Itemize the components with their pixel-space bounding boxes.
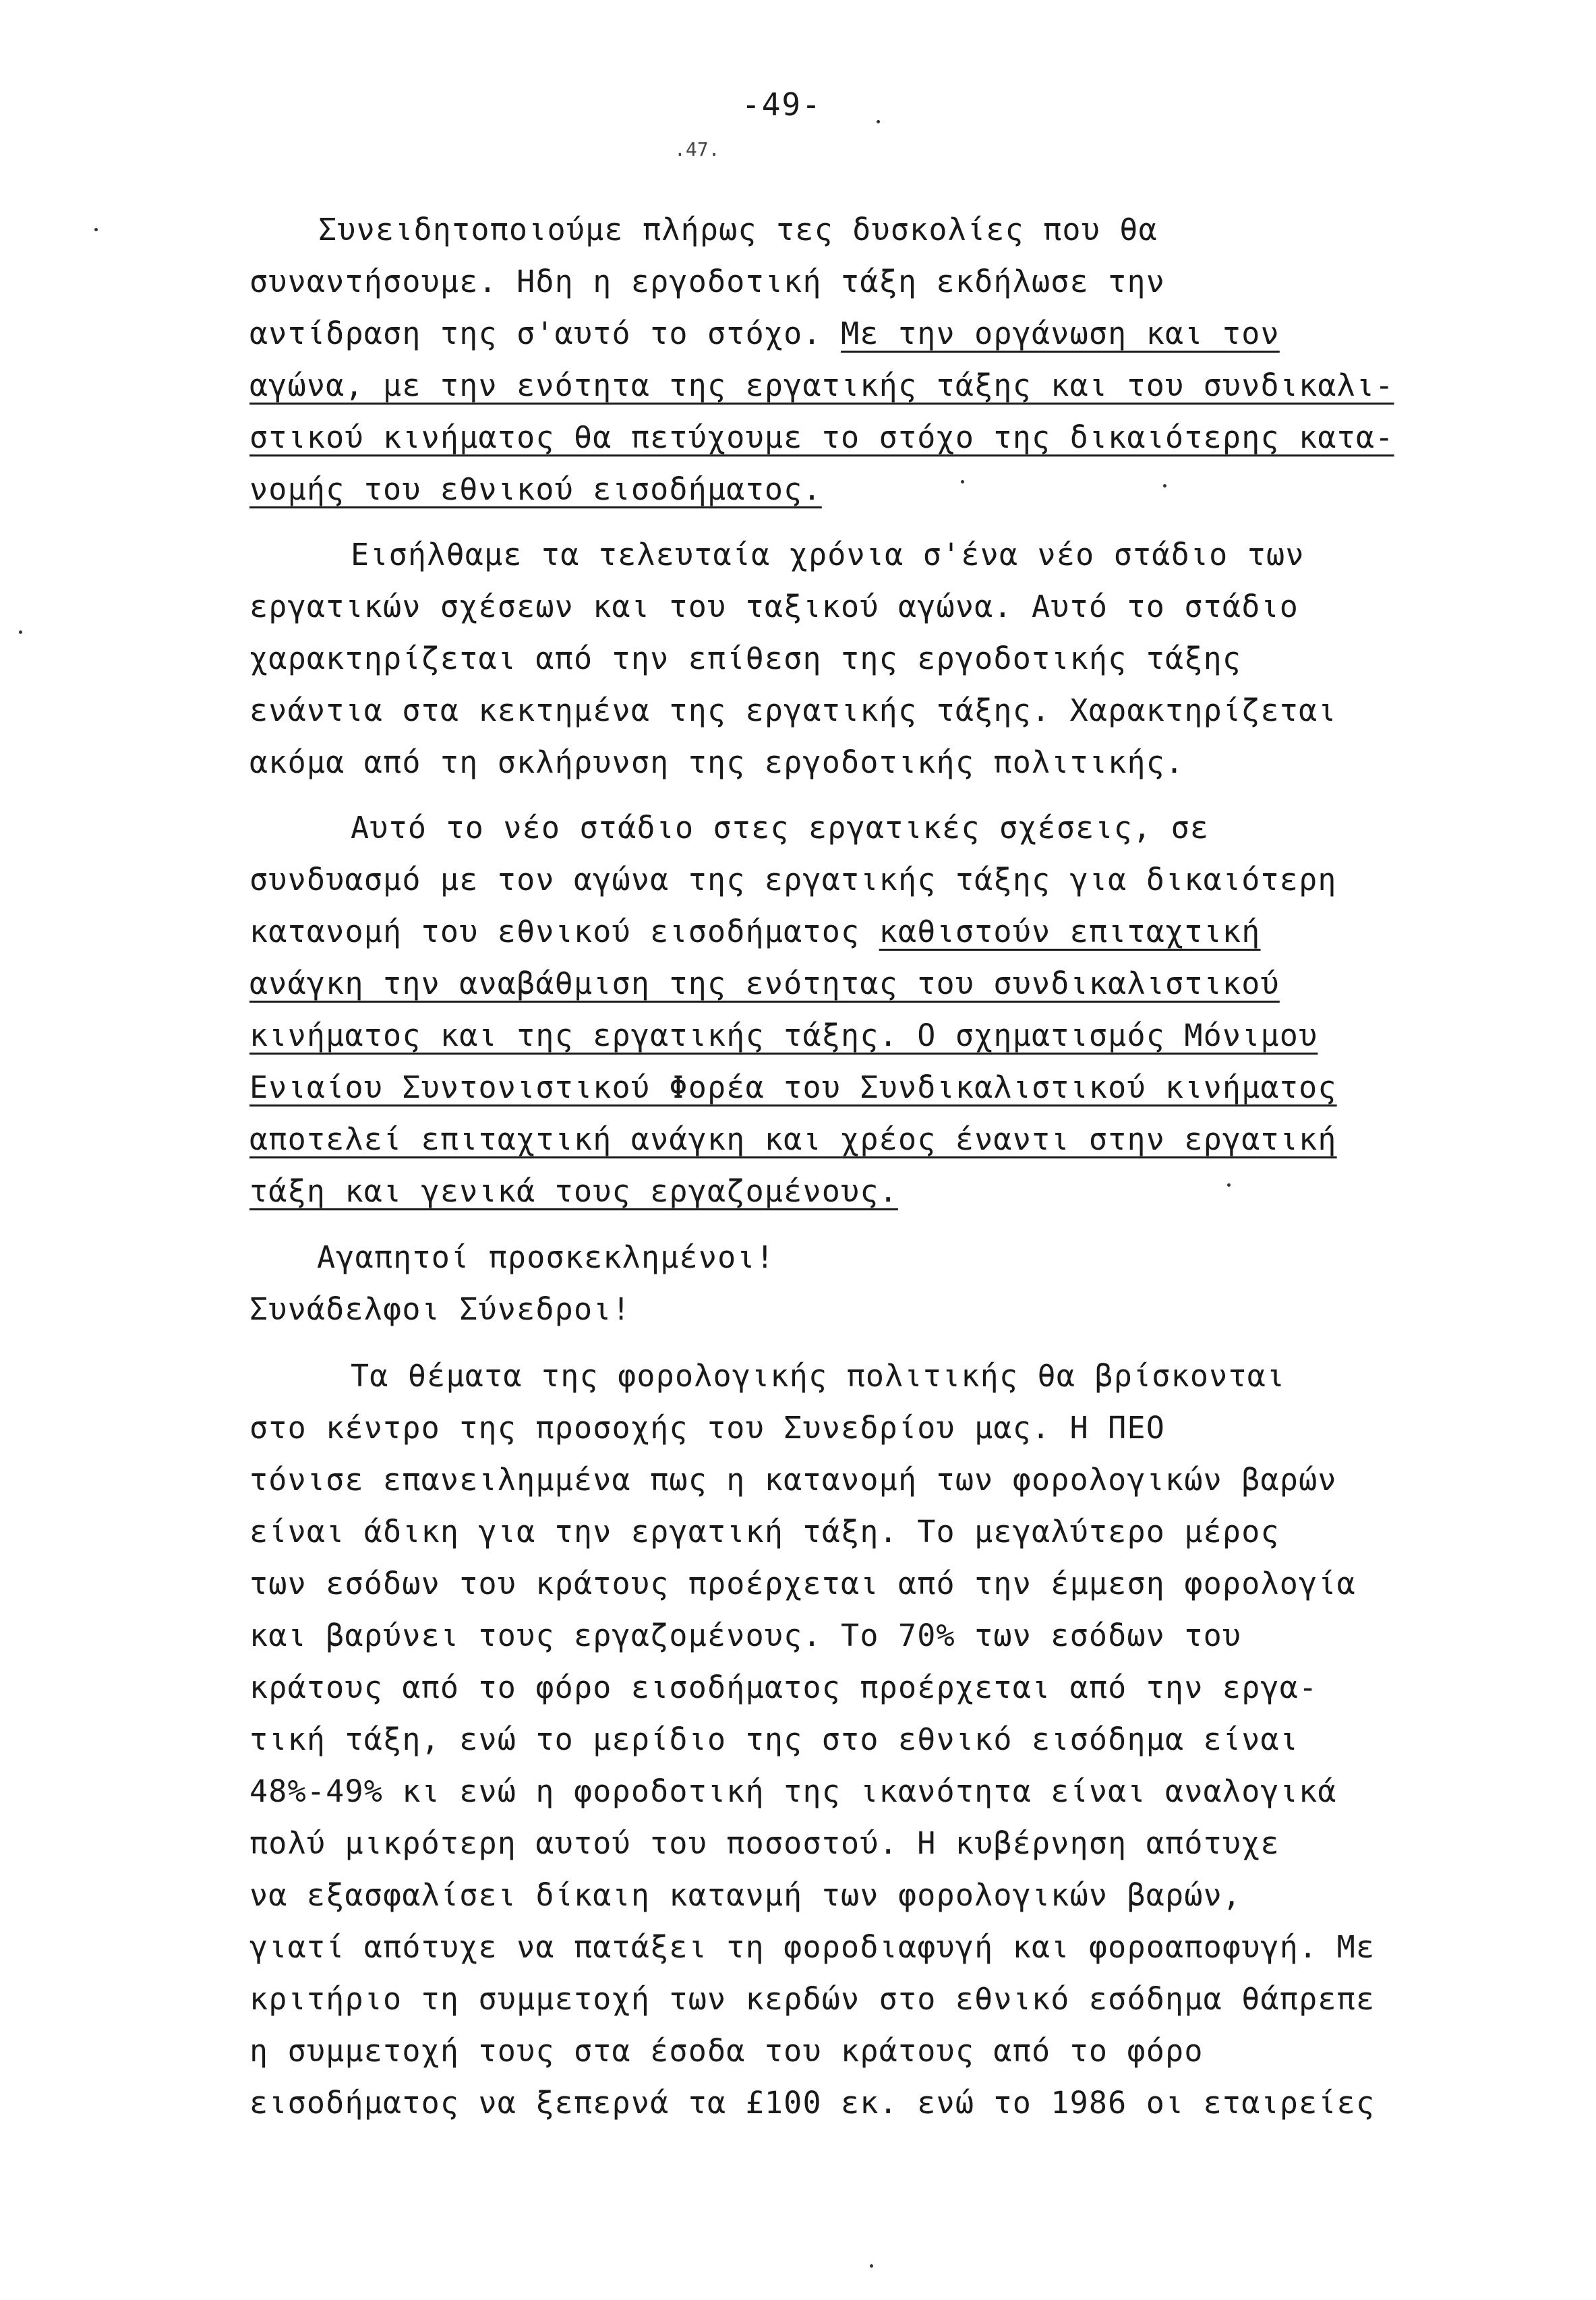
- underlined-text: Με την οργάνωση και τον: [841, 316, 1280, 351]
- scan-speck: [94, 228, 98, 231]
- scan-speck: [19, 630, 22, 634]
- text-line: ενάντια στα κεκτημένα της εργατικής τάξης. Χαρακτηρίζεται: [249, 692, 1337, 728]
- text-segment: κατανομή του εθνικού εισοδήματος: [249, 914, 879, 949]
- text-line: κράτους από το φόρο εισοδήματος προέρχεται από την εργα-: [249, 1670, 1318, 1705]
- text-line: πολύ μικρότερη αυτού του ποσοστού. Η κυβέρνηση απότυχε: [249, 1825, 1280, 1861]
- underlined-text-line: αποτελεί επιταχτική ανάγκη και χρέος έναντι στην εργατική: [249, 1121, 1337, 1157]
- underlined-text-line: ανάγκη την αναβάθμιση της ενότητας του συνδικαλιστικού: [249, 966, 1280, 1001]
- underlined-text: καθιστούν επιταχτική: [879, 914, 1261, 949]
- scan-speck: [870, 2264, 873, 2268]
- page-number: -49-: [742, 86, 822, 123]
- underlined-text-line: κινήματος και της εργατικής τάξης. Ο σχηματισμός Μόνιμου: [249, 1018, 1318, 1053]
- text-line: 48%-49% κι ενώ η φοροδοτική της ικανότητα είναι αναλογικά: [249, 1773, 1337, 1809]
- text-line: τική τάξη, ενώ το μερίδιο της στο εθνικό εισόδημα είναι: [249, 1721, 1299, 1757]
- salutation-line: Αγαπητοί προσκεκλημένοι!: [317, 1239, 775, 1275]
- text-line: και βαρύνει τους εργαζομένους. Το 70% των εσόδων του: [249, 1618, 1242, 1653]
- text-line: Εισήλθαμε τα τελευταία χρόνια σ'ένα νέο στάδιο των: [351, 537, 1305, 572]
- text-line: [249, 315, 1280, 353]
- underlined-text-line: νομής του εθνικού εισοδήματος.: [249, 471, 822, 507]
- text-line: να εξασφαλίσει δίκαιη κατανμή των φορολογικών βαρών,: [249, 1877, 1242, 1913]
- text-line: [249, 913, 1261, 951]
- scan-speck: [877, 120, 880, 123]
- text-line: συναντήσουμε. Ηδη η εργοδοτική τάξη εκδήλωσε την: [249, 264, 1166, 299]
- scan-speck: [1227, 1183, 1231, 1187]
- underlined-text-line: αγώνα, με την ενότητα της εργατικής τάξης και του συνδικαλι-: [249, 367, 1394, 403]
- text-line: στο κέντρο της προσοχής του Συνεδρίου μας. Η ΠΕΟ: [249, 1410, 1166, 1446]
- text-line: χαρακτηρίζεται από την επίθεση της εργοδοτικής τάξης: [249, 641, 1242, 676]
- text-line: εργατικών σχέσεων και του ταξικού αγώνα. Αυτό το στάδιο: [249, 589, 1299, 624]
- text-line: είναι άδικη για την εργατική τάξη. Το μεγαλύτερο μέρος: [249, 1514, 1280, 1550]
- text-line: συνδυασμό με τον αγώνα της εργατικής τάξης για δικαιότερη: [249, 862, 1337, 897]
- underlined-text-line: τάξη και γενικά τους εργαζομένους.: [249, 1173, 898, 1209]
- scan-speck: [961, 480, 964, 483]
- text-line: Αυτό το νέο στάδιο στες εργατικές σχέσεις, σε: [351, 810, 1210, 846]
- text-line: των εσόδων του κράτους προέρχεται από την έμμεση φορολογία: [249, 1566, 1356, 1601]
- text-segment: αντίδραση της σ'αυτό το στόχο.: [249, 316, 841, 351]
- old-page-number: .47.: [674, 138, 720, 160]
- text-line: η συμμετοχή τους στα έσοδα του κράτους από το φόρο: [249, 2033, 1204, 2069]
- text-line: γιατί απότυχε να πατάξει τη φοροδιαφυγή και φοροαποφυγή. Με: [249, 1929, 1376, 1965]
- text-line: τόνισε επανειλημμένα πως η κατανομή των φορολογικών βαρών: [249, 1462, 1337, 1498]
- underlined-text-line: Ενιαίου Συντονιστικού Φορέα του Συνδικαλιστικού κινήματος: [249, 1069, 1337, 1105]
- text-line: εισοδήματος να ξεπερνά τα £100 εκ. ενώ το 1986 οι εταιρείες: [249, 2085, 1376, 2121]
- salutation-line: Συνάδελφοι Σύνεδροι!: [249, 1291, 631, 1327]
- text-line: κριτήριο τη συμμετοχή των κερδών στο εθνικό εσόδημα θάπρεπε: [249, 1981, 1376, 2017]
- text-line: Συνειδητοποιούμε πλήρως τες δυσκολίες που θα: [318, 212, 1158, 247]
- scan-speck: [1163, 484, 1166, 488]
- text-line: Τα θέματα της φορολογικής πολιτικής θα βρίσκονται: [351, 1358, 1286, 1394]
- underlined-text-line: στικού κινήματος θα πετύχουμε το στόχο της δικαιότερης κατα-: [249, 419, 1394, 455]
- text-line: ακόμα από τη σκλήρυνση της εργοδοτικής πολιτικής.: [249, 744, 1185, 780]
